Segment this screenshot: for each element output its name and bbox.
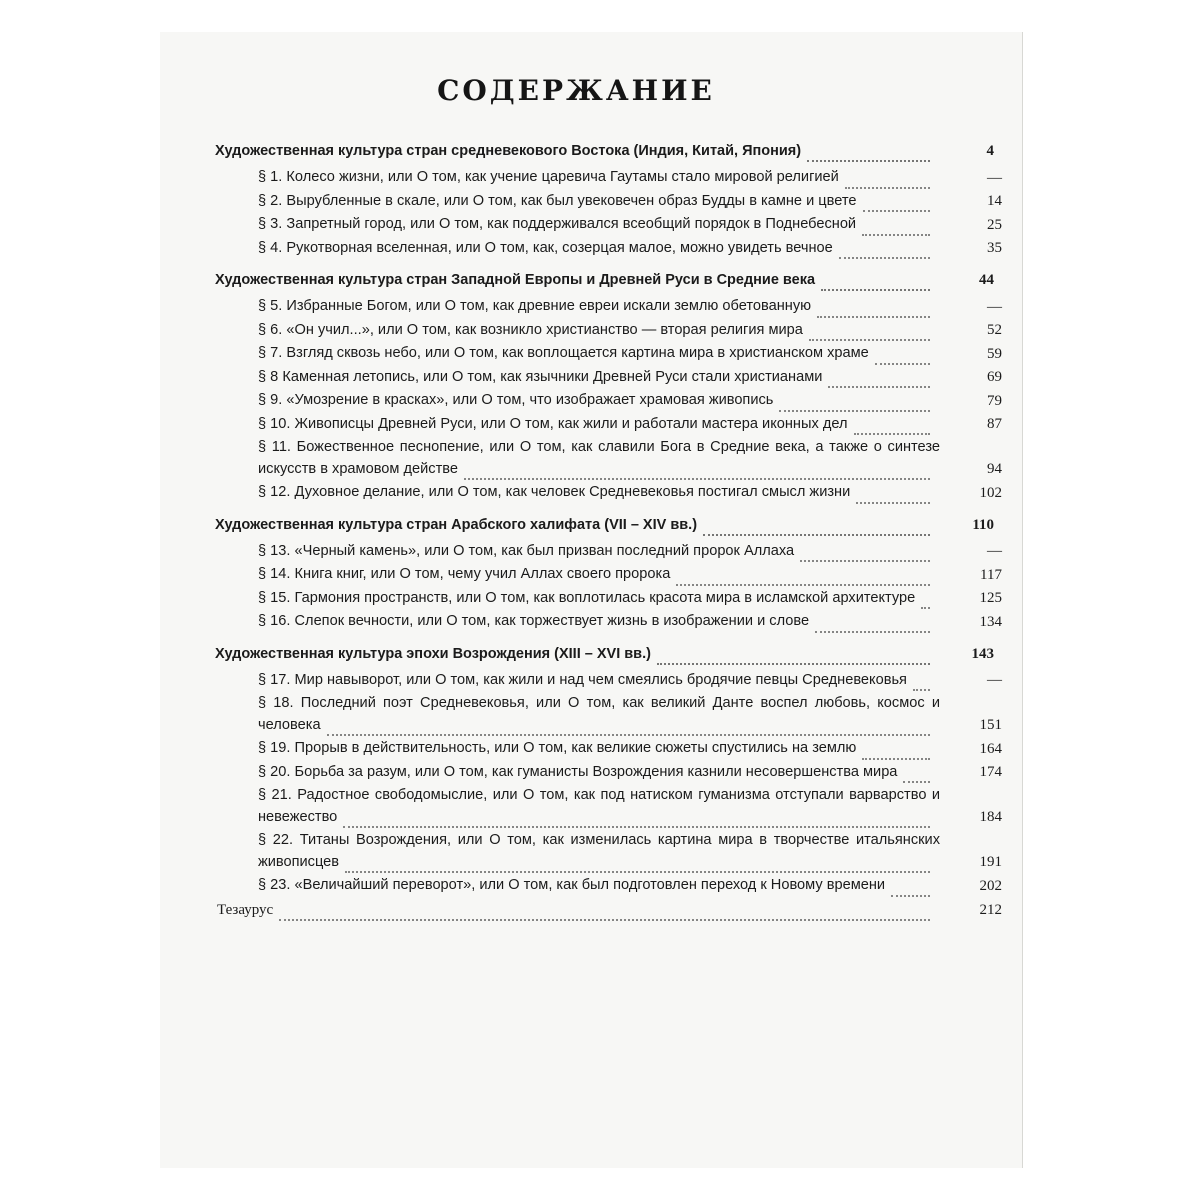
toc-item — [160, 762, 1022, 784]
toc-page-number: 4 — [986, 143, 994, 159]
toc-page-number: 202 — [979, 877, 1002, 894]
toc-entry-text: § 7. Взгляд сквозь небо, или О том, как воплощается картина мира в христианском храме — [258, 345, 869, 361]
toc-entry-text: § 21. Радостное свободомыслие, или О том, как под натиском гуманизма отступали варварство и невежество — [258, 787, 940, 825]
toc-entry-text: Художественная культура стран Арабского халифата (VII – XIV вв.) — [215, 516, 698, 533]
toc-item — [160, 191, 1022, 213]
toc-entry-text: § 15. Гармония пространств, или О том, как воплотилась красота мира в исламской архитектуре — [258, 589, 916, 606]
toc-page-number: 164 — [979, 740, 1002, 757]
toc-item — [160, 214, 1022, 236]
toc-section-heading — [160, 514, 1022, 536]
page-title: СОДЕРЖАНИЕ — [437, 74, 715, 107]
toc-item — [160, 670, 1022, 692]
toc-page-number: 44 — [979, 272, 994, 288]
toc-page-number: 117 — [980, 566, 1002, 583]
toc-thesaurus-entry — [160, 899, 1022, 921]
toc-page-number: 79 — [987, 392, 1002, 409]
toc-page-number: 69 — [987, 369, 1002, 385]
toc-entry-text: § 3. Запретный город, или О том, как поддерживался всеобщий порядок в Поднебесной — [258, 216, 857, 232]
toc-item — [160, 343, 1022, 365]
toc-page-number: 110 — [972, 516, 994, 533]
toc-page-number: 25 — [987, 216, 1002, 233]
toc-entry-text: § 6. «Он учил...», или О том, как возникло христианство — вторая религия мира — [258, 321, 803, 338]
toc-entry-text: Тезаурус — [217, 901, 274, 918]
toc-page-number: — — [987, 672, 1002, 688]
toc-page-number: 212 — [979, 901, 1002, 918]
toc-item — [160, 482, 1022, 504]
toc-page-number: 151 — [979, 717, 1002, 733]
toc-item — [160, 738, 1022, 760]
toc-entry-text: § 13. «Черный камень», или О том, как был призван последний пророк Аллаха — [258, 542, 795, 559]
toc-item — [160, 875, 1022, 897]
toc-item — [160, 167, 1022, 189]
toc-page-number: 35 — [987, 240, 1002, 256]
table-of-contents — [160, 140, 1022, 921]
toc-page-number: — — [987, 169, 1002, 186]
toc-item — [160, 320, 1022, 342]
toc-entry-text: § 18. Последний поэт Средневековья, или О том, как великий Данте воспел любовь, космос и человека — [258, 695, 940, 733]
toc-item — [160, 437, 1022, 480]
toc-entry-text: § 12. Духовное делание, или О том, как человек Средневековья постигал смысл жизни — [258, 484, 851, 500]
toc-item — [160, 238, 1022, 260]
toc-entry-text: Художественная культура стран средневекового Востока (Индия, Китай, Япония) — [215, 143, 802, 159]
toc-item — [160, 785, 1022, 828]
toc-entry-text: § 17. Мир навыворот, или О том, как жили и над чем смеялись бродячие певцы Средневековья — [258, 671, 907, 688]
toc-page-number: 134 — [979, 613, 1002, 630]
toc-section-heading — [160, 269, 1022, 291]
toc-page-number: 87 — [987, 416, 1002, 432]
toc-entry-text: § 8 Каменная летопись, или О том, как язычники Древней Руси стали христианами — [258, 368, 823, 385]
toc-item — [160, 830, 1022, 873]
toc-item — [160, 296, 1022, 318]
toc-section-heading — [160, 643, 1022, 665]
toc-entry-text: § 2. Вырубленные в скале, или О том, как был увековечен образ Будды в камне и цвете — [258, 192, 857, 209]
toc-page-number: — — [987, 298, 1002, 315]
toc-item — [160, 693, 1022, 736]
toc-item — [160, 414, 1022, 436]
toc-entry-text: Художественная культура эпохи Возрождения (XIII – XVI вв.) — [215, 645, 651, 662]
toc-page-number: 52 — [987, 322, 1002, 338]
toc-page-number: 59 — [987, 345, 1002, 362]
toc-page-number: 184 — [979, 809, 1002, 825]
toc-entry-text: § 1. Колесо жизни, или О том, как учение царевича Гаутамы стало мировой религией — [258, 169, 839, 185]
toc-page-number: 125 — [979, 590, 1002, 606]
toc-item — [160, 541, 1022, 563]
toc-page-number: — — [987, 543, 1002, 559]
toc-entry-text: § 9. «Умозрение в красках», или О том, что изображает храмовая живопись — [258, 392, 774, 408]
toc-entry-text: § 5. Избранные Богом, или О том, как древние евреи искали землю обетованную — [258, 298, 812, 314]
toc-item — [160, 367, 1022, 389]
toc-entry-text: § 11. Божественное песнопение, или О том, как славили Бога в Средние века, а также о синтезе искусств в храмовом действе — [258, 439, 940, 477]
toc-entry-text: § 16. Слепок вечности, или О том, как торжествует жизнь в изображении и слове — [258, 613, 810, 629]
toc-item — [160, 390, 1022, 412]
toc-item — [160, 611, 1022, 633]
toc-entry-text: § 4. Рукотворная вселенная, или О том, как, созерцая малое, можно увидеть вечное — [258, 239, 833, 256]
toc-page-number: 143 — [971, 645, 994, 662]
toc-page-number: 14 — [987, 193, 1002, 209]
book-page — [160, 32, 1022, 1168]
toc-page-number: 102 — [979, 484, 1002, 501]
toc-page-number: 94 — [987, 461, 1002, 477]
toc-entry-text: § 22. Титаны Возрождения, или О том, как изменилась картина мира в творчестве итальянских живописцев — [258, 832, 940, 870]
toc-entry-text: Художественная культура стран Западной Европы и Древней Руси в Средние века — [215, 272, 816, 288]
toc-item — [160, 564, 1022, 586]
toc-entry-text: § 10. Живописцы Древней Руси, или О том, как жили и работали мастера иконных дел — [258, 415, 848, 432]
toc-page-number: 191 — [979, 854, 1002, 870]
toc-section-heading — [160, 140, 1022, 162]
toc-item — [160, 588, 1022, 610]
toc-entry-text: § 14. Книга книг, или О том, чему учил Аллах своего пророка — [258, 566, 671, 582]
toc-entry-text: § 19. Прорыв в действительность, или О том, как великие сюжеты спустились на землю — [258, 740, 857, 756]
toc-entry-text: § 20. Борьба за разум, или О том, как гуманисты Возрождения казнили несовершенства мира — [258, 763, 898, 780]
toc-entry-text: § 23. «Величайший переворот», или О том, как был подготовлен переход к Новому времени — [258, 877, 886, 893]
toc-page-number: 174 — [979, 764, 1002, 780]
